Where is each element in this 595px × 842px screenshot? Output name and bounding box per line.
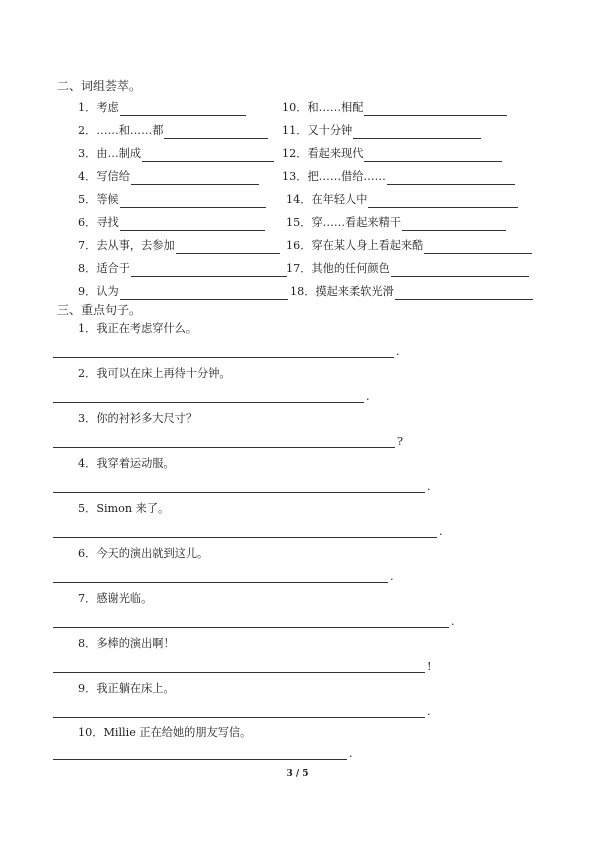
vocab-item-term: 寻找 [96, 216, 119, 229]
page-number: 3 / 5 [286, 769, 309, 779]
vocab-item-number: 16． [286, 239, 312, 252]
vocab-row [0, 238, 595, 254]
sentence-answer[interactable] [53, 434, 403, 448]
answer-line[interactable] [53, 570, 388, 583]
vocab-item-number: 12． [282, 147, 308, 160]
vocab-row [0, 169, 595, 185]
sentence-number: 1． [78, 322, 97, 335]
vocab-answer-blank[interactable] [364, 149, 502, 162]
vocab-item-term: 由…制成 [96, 147, 142, 160]
vocab-answer-blank[interactable] [131, 264, 287, 277]
answer-end-punctuation: . [396, 345, 400, 358]
sentence-number: 5． [78, 502, 97, 515]
sentence-text: 你的衬衫多大尺寸？ [96, 412, 198, 425]
vocab-item-term: 把……借给…… [307, 170, 386, 183]
vocab-answer-blank[interactable] [391, 264, 529, 277]
sentence-prompt [78, 411, 197, 427]
sentence-text: Simon 来了。 [96, 502, 170, 515]
vocab-item-term: 穿……看起来精干 [311, 216, 401, 229]
vocab-item-term: 又十分钟 [307, 124, 353, 137]
vocab-item-number: 17． [286, 262, 312, 275]
sentence-prompt [78, 636, 175, 652]
vocab-item-number: 2． [78, 124, 97, 137]
sentence-text: 感谢光临。 [96, 592, 153, 605]
answer-line[interactable] [53, 705, 425, 718]
vocab-item-number: 14． [286, 193, 312, 206]
sentence-answer[interactable] [53, 704, 431, 718]
answer-line[interactable] [53, 660, 425, 673]
sentence-prompt [78, 681, 175, 697]
vocab-answer-blank[interactable] [120, 218, 265, 231]
sentence-number: 9． [78, 682, 97, 695]
vocab-item-term: 考虑 [96, 101, 119, 114]
vocab-item [282, 123, 481, 139]
sentence-answer[interactable] [53, 389, 370, 403]
vocab-answer-blank[interactable] [120, 195, 266, 208]
sentence-prompt [78, 366, 231, 382]
vocab-answer-blank[interactable] [368, 195, 518, 208]
sentence-text: 我可以在床上再待十分钟。 [96, 367, 231, 380]
sentence-answer[interactable] [53, 614, 455, 628]
vocab-item [282, 169, 515, 185]
vocab-item-term: 认为 [96, 285, 119, 298]
vocab-item [78, 238, 280, 254]
answer-line[interactable] [53, 390, 364, 403]
vocab-answer-blank[interactable] [353, 126, 481, 139]
vocab-item-number: 6． [78, 216, 97, 229]
vocab-item-term: 其他的任何颜色 [311, 262, 390, 275]
vocab-item [78, 100, 246, 116]
vocab-item-number: 4． [78, 170, 97, 183]
vocab-item-term: 在年轻人中 [311, 193, 368, 206]
vocab-item [78, 123, 268, 139]
vocab-item-term: 摸起来柔软光滑 [315, 285, 394, 298]
vocab-answer-blank[interactable] [424, 241, 532, 254]
vocab-item [290, 284, 533, 300]
vocab-row [0, 123, 595, 139]
sentence-answer[interactable] [53, 569, 394, 583]
sentence-text: 今天的演出就到这儿。 [96, 547, 209, 560]
vocab-answer-blank[interactable] [120, 103, 246, 116]
answer-end-punctuation: . [366, 390, 370, 403]
vocab-item [78, 192, 266, 208]
sentence-prompt [78, 546, 208, 562]
vocab-item-term: ……和……都 [96, 124, 164, 137]
answer-end-punctuation: . [451, 615, 455, 628]
vocab-item-term: 适合于 [96, 262, 130, 275]
answer-end-punctuation: . [390, 570, 394, 583]
vocab-item [78, 146, 274, 162]
vocab-item-number: 5． [78, 193, 97, 206]
sentence-number: 7． [78, 592, 97, 605]
vocab-row [0, 192, 595, 208]
vocab-answer-blank[interactable] [387, 172, 515, 185]
vocab-answer-blank[interactable] [402, 218, 506, 231]
vocab-item-term: 穿在某人身上看起来酷 [311, 239, 424, 252]
sentence-prompt [78, 591, 152, 607]
vocab-answer-blank[interactable] [364, 103, 507, 116]
answer-line[interactable] [53, 525, 437, 538]
answer-end-punctuation: . [427, 480, 431, 493]
answer-end-punctuation: . [349, 747, 353, 760]
sentence-answer[interactable] [53, 344, 400, 358]
vocab-item [286, 238, 532, 254]
vocab-item [78, 284, 288, 300]
answer-line[interactable] [53, 480, 425, 493]
vocab-item-term: 看起来现代 [307, 147, 364, 160]
vocab-item [286, 192, 518, 208]
vocab-answer-blank[interactable] [120, 287, 288, 300]
sentence-prompt [78, 501, 169, 517]
vocab-item-number: 18． [290, 285, 316, 298]
sentence-prompt [78, 456, 175, 472]
sentence-number: 8． [78, 637, 97, 650]
vocab-item [78, 169, 259, 185]
answer-end-punctuation: ? [397, 435, 403, 448]
sentence-number: 2． [78, 367, 97, 380]
vocab-row [0, 261, 595, 277]
sentence-prompt [78, 725, 251, 741]
section-three-heading: 三、重点句子。 [57, 303, 142, 317]
sentence-number: 3． [78, 412, 97, 425]
vocab-item-number: 8． [78, 262, 97, 275]
sentence-text: Millie 正在给她的朋友写信。 [103, 726, 252, 739]
sentence-number: 4． [78, 457, 97, 470]
vocab-item-number: 7． [78, 239, 97, 252]
vocab-answer-blank[interactable] [395, 287, 533, 300]
answer-line[interactable] [53, 345, 394, 358]
sentence-answer[interactable] [53, 479, 431, 493]
vocab-item [282, 146, 502, 162]
sentence-text: 多棒的演出啊！ [96, 637, 175, 650]
vocab-item-number: 9． [78, 285, 97, 298]
sentence-text: 我正躺在床上。 [96, 682, 175, 695]
vocab-answer-blank[interactable] [131, 172, 259, 185]
vocab-row [0, 284, 595, 300]
sentence-text: 我穿着运动服。 [96, 457, 175, 470]
sentence-number: 6． [78, 547, 97, 560]
vocab-item [78, 261, 287, 277]
vocab-item [78, 215, 265, 231]
vocab-item-number: 1． [78, 101, 97, 114]
answer-end-punctuation: ! [427, 660, 432, 673]
vocab-item-number: 3． [78, 147, 97, 160]
vocab-item-term: 等候 [96, 193, 119, 206]
vocab-row [0, 146, 595, 162]
sentence-answer[interactable] [53, 524, 443, 538]
sentence-answer[interactable] [53, 659, 432, 673]
answer-line[interactable] [53, 435, 395, 448]
vocab-row [0, 215, 595, 231]
answer-line[interactable] [53, 615, 449, 628]
vocab-item-term: 去从事，去参加 [96, 239, 175, 252]
vocab-row [0, 100, 595, 116]
answer-line[interactable] [53, 747, 347, 760]
vocab-answer-blank[interactable] [164, 126, 268, 139]
vocab-item-number: 10． [282, 101, 308, 114]
sentence-number: 10． [78, 726, 104, 739]
vocab-item-term: 写信给 [96, 170, 130, 183]
sentence-prompt [78, 321, 197, 337]
vocab-item [286, 261, 529, 277]
vocab-answer-blank[interactable] [176, 241, 280, 254]
vocab-item-number: 13． [282, 170, 308, 183]
vocab-item [286, 215, 506, 231]
section-two-heading: 二、词组荟萃。 [57, 79, 142, 93]
answer-end-punctuation: . [439, 525, 443, 538]
sentence-answer[interactable] [53, 746, 353, 760]
vocab-item-term: 和……相配 [307, 101, 364, 114]
vocab-item-number: 15． [286, 216, 312, 229]
vocab-item [282, 100, 507, 116]
sentence-text: 我正在考虑穿什么。 [96, 322, 198, 335]
answer-end-punctuation: . [427, 705, 431, 718]
vocab-item-number: 11． [282, 124, 308, 137]
vocab-answer-blank[interactable] [142, 149, 274, 162]
